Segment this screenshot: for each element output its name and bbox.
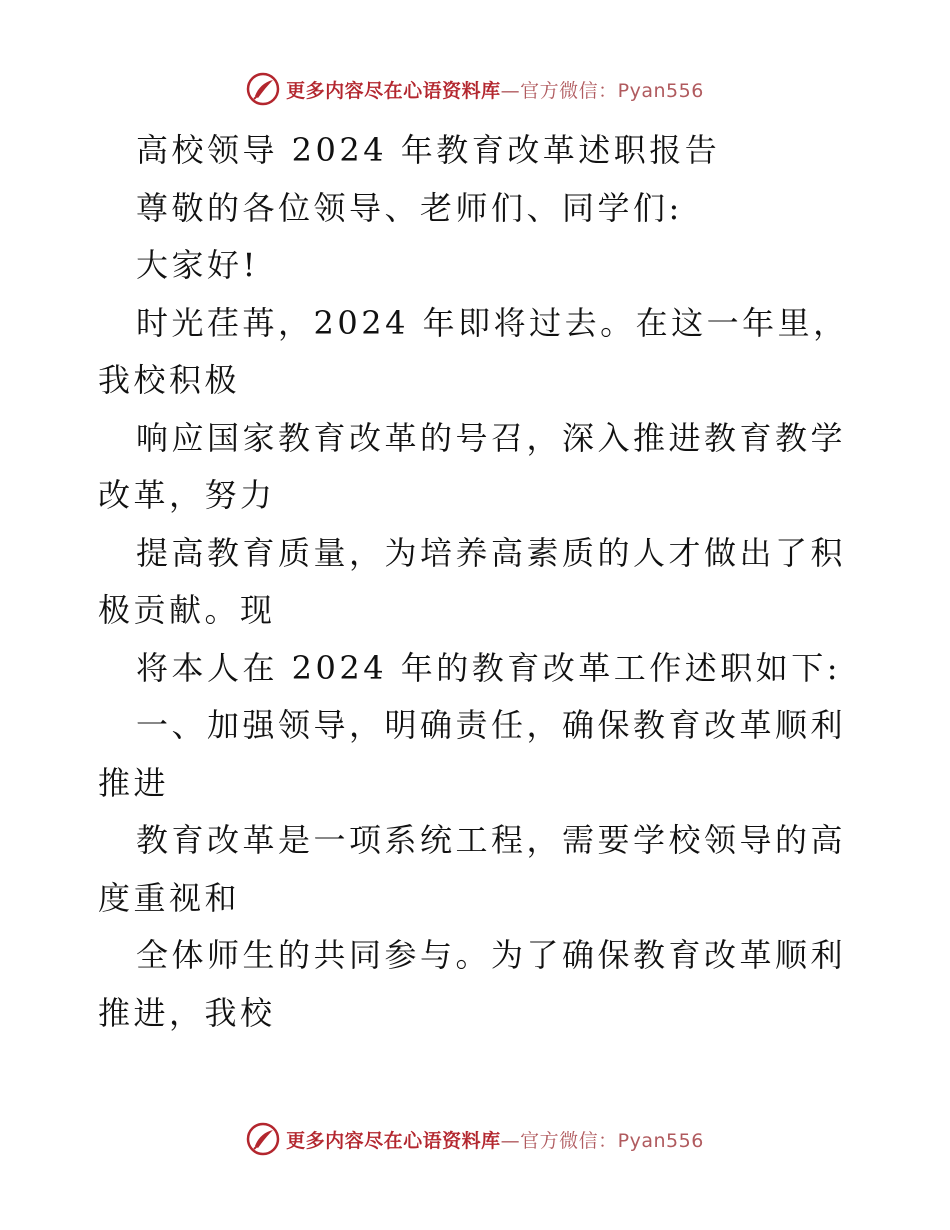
footer-contact: —官方微信：Pyan556: [500, 1129, 704, 1152]
header-watermark-banner: [0, 72, 950, 106]
footer-watermark-text: [286, 1126, 704, 1153]
footer-brand: 更多内容尽在心语资料库: [286, 1129, 501, 1152]
greeting: 大家好!: [136, 246, 259, 284]
salutation: 尊敬的各位领导、老师们、同学们:: [136, 188, 683, 227]
header-brand: 更多内容尽在心语资料库: [286, 79, 501, 102]
document-title: 高校领导 2024 年教育改革述职报告: [136, 131, 721, 169]
paragraph: 教育改革是一项系统工程，需要学校领导的高度重视和: [98, 821, 847, 917]
paragraph: 将本人在 2024 年的教育改革工作述职如下:: [136, 648, 842, 687]
paragraph: 时光荏苒，2024 年即将过去。在这一年里，我校积极: [98, 303, 849, 399]
pen-heart-logo-icon: [246, 72, 280, 106]
paragraph: 提高教育质量，为培养高素质的人才做出了积极贡献。现: [98, 533, 847, 629]
header-watermark-text: [286, 76, 704, 103]
document-body: [98, 122, 858, 1042]
paragraph: 响应国家教育改革的号召，深入推进教育教学改革，努力: [98, 418, 847, 514]
header-contact: —官方微信：Pyan556: [500, 79, 704, 102]
pen-heart-logo-icon: [246, 1122, 280, 1156]
section-heading: 一、加强领导，明确责任，确保教育改革顺利推进: [98, 706, 847, 802]
paragraph: 全体师生的共同参与。为了确保教育改革顺利推进，我校: [98, 936, 847, 1032]
footer-watermark-banner: [0, 1122, 950, 1156]
